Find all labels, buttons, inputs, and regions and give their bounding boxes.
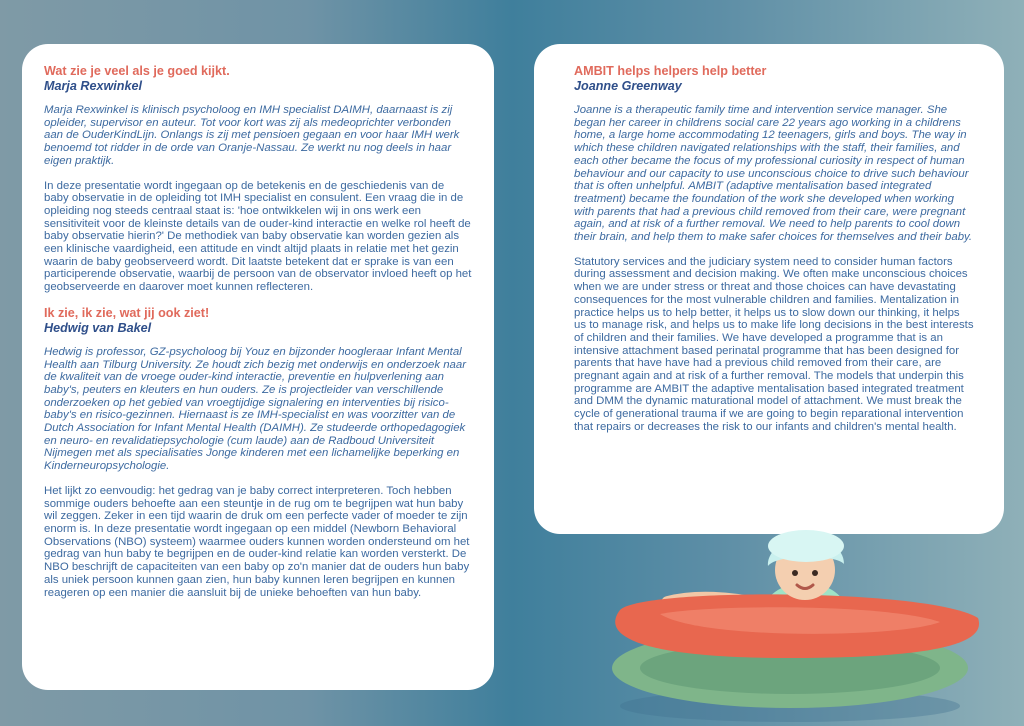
right-speaker-card: [534, 44, 1004, 534]
baby-in-pool-icon: [600, 518, 1000, 726]
speaker-name-3: Joanne Greenway: [574, 79, 682, 93]
speaker-bio-3: Joanne is a therapeutic family time and intervention service manager. She began her career in childrens social care 22 years ago working in a childrens home, a large home accommodating 12 teenagers, girls and boys. The way in which these children navigated relationships with the staff, their families, and each other became the focus of my professional curiosity in respect of human behaviour and our capacity to use unconscious choice to drive such behaviour that is often unhelpful. AMBIT (adaptive mentalisation based integrated treatment) became the foundation of the work she developed when working with parents that had a previous child removed from their care, were pregnant again, and at risk of a further removal. We need to help parents to cool down their brain, and help them to make safer choices for themselves and their baby.: [574, 104, 973, 244]
speaker-name-2: Hedwig van Bakel: [44, 320, 152, 335]
presentation-text-2: Het lijkt zo eenvoudig: het gedrag van je baby correct interpreteren. Toch hebben sommige ouders behoefte aan een steuntje in de rug om te begrijpen wat hun baby wil zeggen. Zeker in een tijd waarin de druk om een perfecte vader of moeder te zijn enorm is. In deze presentatie wordt ingegaan op een middel (Newborn Behavioral Observations (NBO) systeem) waarmee ouders kunnen worden ondersteund om het gedrag van hun baby te begrijpen en de ouder-kind relatie kan worden versterkt. De NBO beschrijft de capaciteiten van een baby op zo'n manier dat de ouders hun baby als uniek persoon kunnen gaan zien, hun baby kunnen leren begrijpen en kunnen reageren op een manier die aansluit bij de unieke behoeften van hun baby.: [44, 484, 470, 599]
section-heading-2: Ik zie, ik zie, wat jij ook ziet!: [44, 305, 210, 320]
presentation-text-3: Statutory services and the judiciary system need to consider human factors during assessment and decision making. We often make unconscious choices when we are under stress or threat and those choices can have devastating consequences for the most vulnerable children and families. Mentalization in practice helps us to help better, it helps us to slow down our thinking, it helps us to manage risk, and helps us to make life long decisions in the best interests of children and their families. We have developed a programme that is an intensive attachment based perinatal programme that has been designed for parents that have have had a previous child removed from their care, are pregnant again and at risk of a further removal. The models that underpin this programme are AMBIT the adaptive mentalisation based integrated treatment and DMM the dynamic maturational model of attachment. We must break the cycle of generational trauma if we are going to begin reparational intervention that repairs or decreases the risk to our infants and children's mental health.: [574, 255, 974, 433]
speaker-name-1: Marja Rexwinkel: [44, 79, 142, 93]
presentation-text-1: In deze presentatie wordt ingegaan op de betekenis en de geschiedenis van de baby observatie in de opleiding tot IMH specialist en consulent. Een vraag die in de opleiding nog steeds centraal staat is: 'hoe ontwikkelen wij in ons werk een sensitiviteit voor de kleinste details van de ouder-kind interactie en welke rol heeft de baby observatie hierin?' De methodiek van baby observatie kan worden gezien als een klinische vaardigheid, een attitude en vindt altijd plaats in relatie met het gezin waarin de baby geobserveerd wordt. Dit laatste betekent dat er sprake is van een participerende observatie, waarbij de persoon van de observator invloed heeft op het geobserveerde en daarover moet kunnen reflecteren.: [44, 179, 472, 294]
left-speaker-card: [22, 44, 494, 690]
speaker-bio-2: Hedwig is professor, GZ-psycholoog bij Youz en bijzonder hoogleraar Infant Mental Health aan Tilburg University. Ze houdt zich bezig met onderwijs en onderzoek naar de kwaliteit van de vroege ouder-kind interactie, preventie en hulpverlening aan baby's, peuters en kleuters en hun ouders. Ze is projectleider van verschillende onderzoeken op het gebied van vroegtijdige signalering en interventies bij risico-baby's en risico-gezinnen. Hiernaast is ze IMH-specialist en was voorzitter van de Dutch Association for Infant Mental Health (DAIMH). Ze studeerde orthopedagogiek en neuro- en revalidatiepsychologie (cum laude) aan de Radboud Universiteit Nijmegen met als specialisaties Jonge kinderen met een lichamelijke beperking en Kinderneuropsychologie.: [44, 345, 466, 473]
section-heading-3: AMBIT helps helpers help better: [574, 64, 767, 78]
speaker-bio-1: Marja Rexwinkel is klinisch psycholoog en IMH specialist DAIMH, daarnaast is zij opleider, supervisor en auteur. Tot voor kort was zij als medeoprichter verbonden aan de OuderKindLijn. Onlangs is zij met pensioen gegaan en voor haar IMH werk benoemd tot ridder in de orde van Oranje-Nassau. Ze werkt nu nog deels in haar eigen praktijk.: [44, 104, 460, 167]
section-heading-1: Wat zie je veel als je goed kijkt.: [44, 64, 230, 78]
